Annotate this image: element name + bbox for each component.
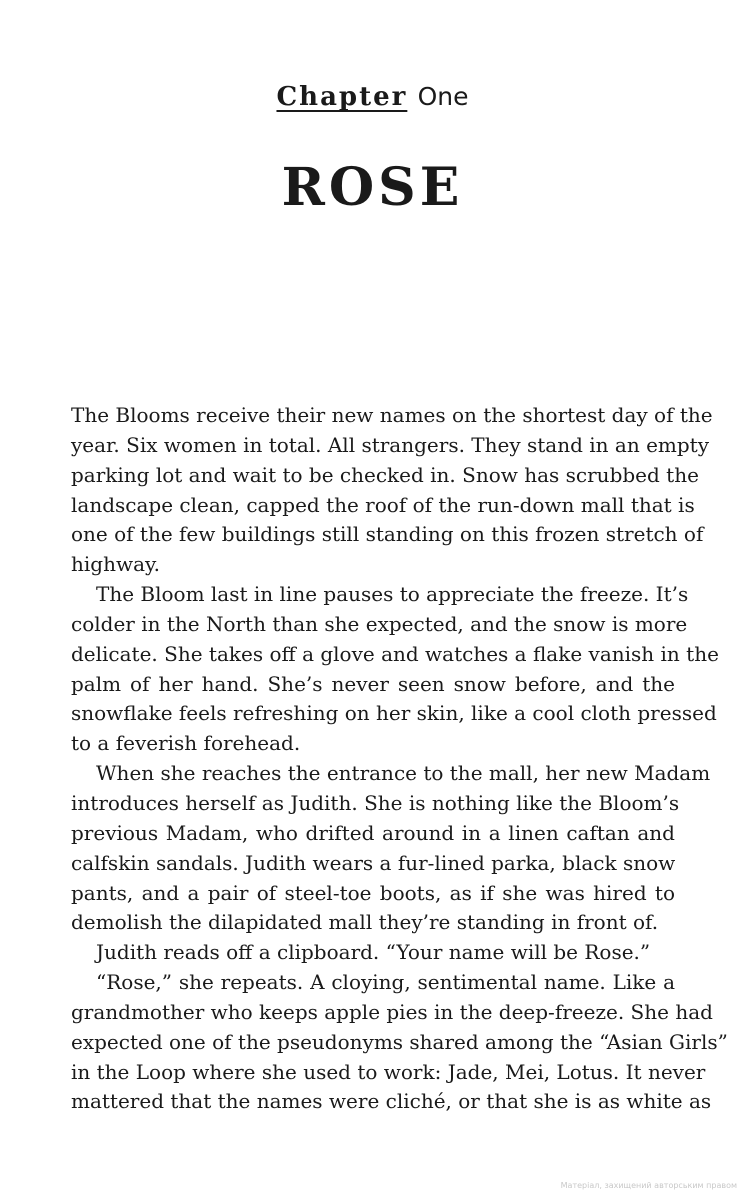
text-line: introduces herself as Judith. She is nothing like the Bloom’s — [71, 790, 680, 815]
chapter-label: Chapter — [276, 82, 408, 112]
text-line: landscape clean, capped the roof of the run-down mall that is — [71, 492, 695, 517]
text-line: pants, and a pair of steel-toe boots, as if she was hired to — [71, 880, 675, 905]
text-line: demolish the dilapidated mall they’re standing in front of. — [71, 910, 659, 935]
text-line: highway. — [71, 552, 161, 577]
text-line: When she reaches the entrance to the mall, her new Madam — [96, 761, 711, 786]
text-line: Judith reads off a clipboard. “Your name will be Rose.” — [96, 940, 651, 965]
text-line: delicate. She takes off a glove and watches a flake vanish in the — [71, 641, 719, 666]
text-line: colder in the North than she expected, and the snow is more — [71, 611, 688, 636]
text-line: mattered that the names were cliché, or that she is as white as — [71, 1089, 712, 1114]
text-line: calfskin sandals. Judith wears a fur-lined parka, black snow — [71, 850, 676, 875]
text-line: in the Loop where she used to work: Jade, Mei, Lotus. It never — [71, 1059, 706, 1084]
chapter-title: ROSE — [281, 157, 464, 218]
chapter-heading — [0, 80, 745, 114]
text-line: previous Madam, who drifted around in a linen caftan and — [71, 820, 675, 845]
chapter-number: One — [417, 82, 469, 111]
text-line: The Blooms receive their new names on the shortest day of the — [71, 403, 713, 427]
text-line: snowflake feels refreshing on her skin, like a cool cloth pressed — [71, 701, 717, 726]
copyright-watermark: Матеріал, захищений авторським правом — [560, 1181, 737, 1190]
text-line: to a feverish forehead. — [71, 731, 301, 756]
text-line: year. Six women in total. All strangers. They stand in an empty — [71, 432, 710, 457]
text-line: expected one of the pseudonyms shared among the “Asian Girls” — [71, 1029, 728, 1054]
text-line: parking lot and wait to be checked in. Snow has scrubbed the — [71, 462, 699, 487]
text-line: “Rose,” she repeats. A cloying, sentimental name. Like a — [96, 970, 675, 995]
text-line: palm of her hand. She’s never seen snow before, and the — [71, 671, 675, 696]
text-line: The Bloom last in line pauses to appreciate the freeze. It’s — [96, 582, 689, 607]
text-line: one of the few buildings still standing on this frozen stretch of — [71, 522, 704, 547]
text-line: grandmother who keeps apple pies in the deep-freeze. She had — [71, 999, 713, 1024]
body-text — [71, 401, 728, 1117]
